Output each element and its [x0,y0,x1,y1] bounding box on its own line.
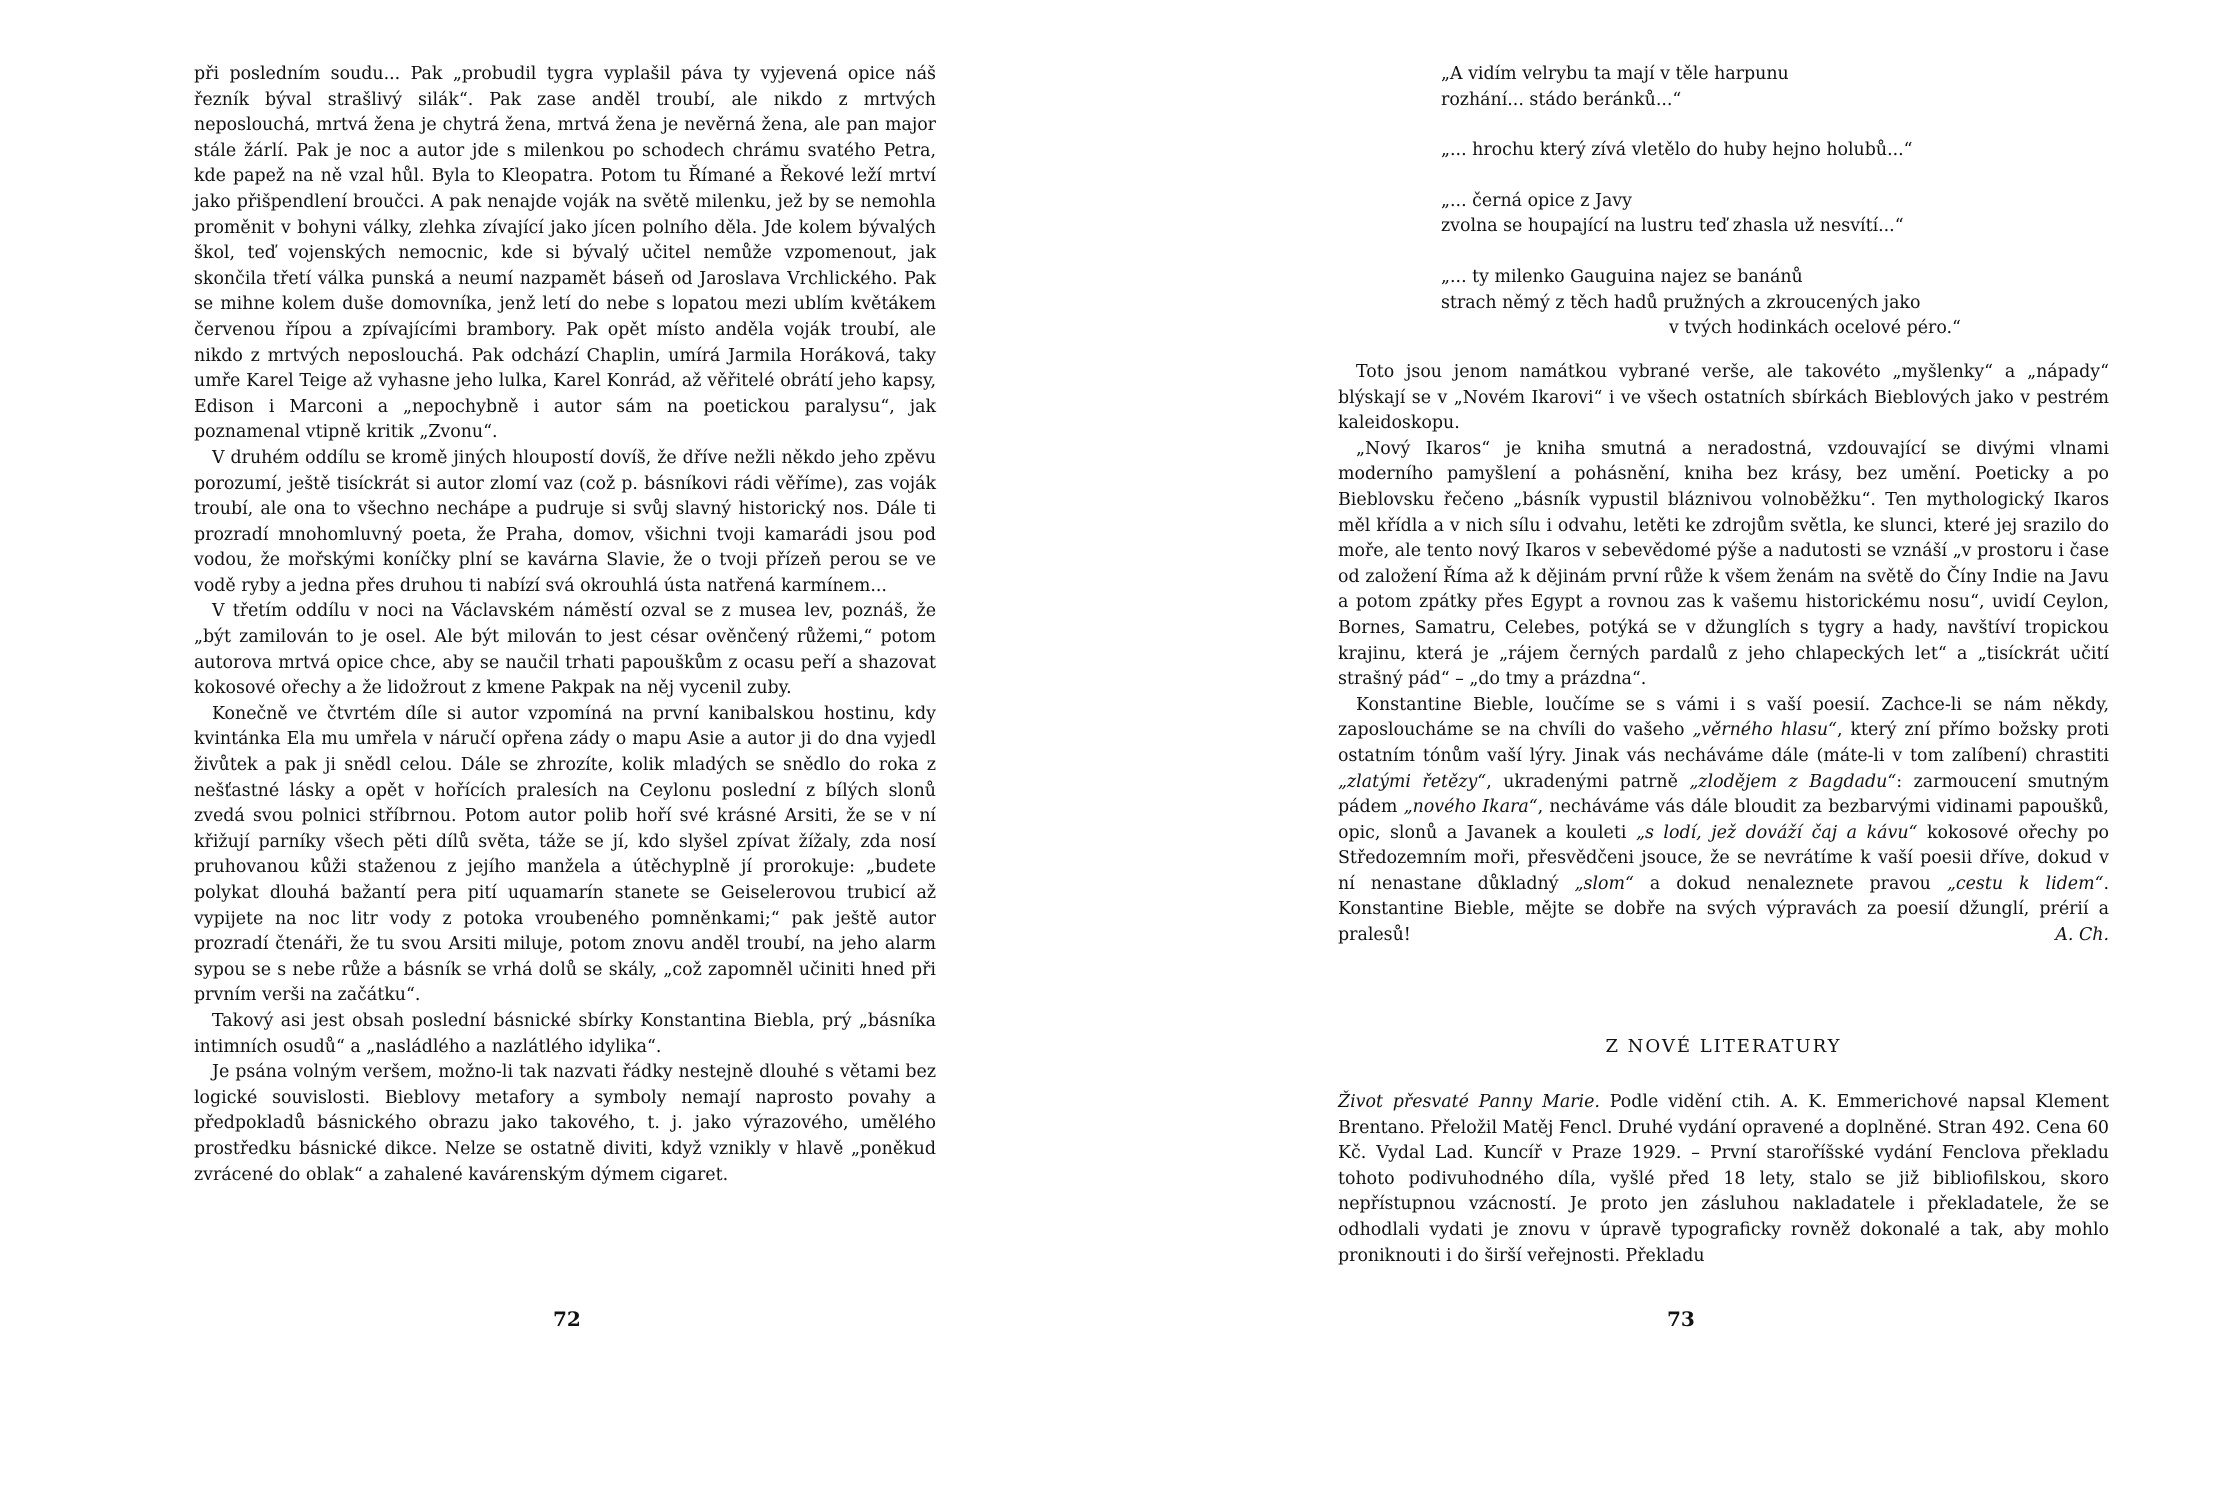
verse-quote [1441,62,2021,113]
paragraph: při posledním soudu... Pak „probudil tygra vyplašil páva ty vyjevená opice náš řezník býval strašlivý silák“. Pak zase anděl troubí, ale nikdo z mrtvých neposlouchá, mrtvá žena je chytrá žena, mrtvá žena je nevěrná žena, ale pan major stále žárlí. Pak je noc a autor jde s milenkou po schodech chrámu svatého Petra, kde papež na ně vzal hůl. Byla to Kleopatra. Potom tu Římané a Řekové leží mrtví jako přišpendlení broučci. A pak nenajde voják na světě milenku, jež by se nemohla proměnit v bohyni války, zlehka zívající jako jícen polního děla. Jde kolem bývalých škol, teď vojenských nemocnic, kde si bývalý učitel nemůže vzpomenout, jak skončila třetí válka punská a neumí nazpamět báseň od Jaroslava Vrchlického. Pak se mihne kolem duše domovníka, jenž letí do nebe s lopatou mezi ublím květákem červenou řípou a zpívajícími brambory. Pak opět místo anděla voják troubí, ale nikdo z mrtvých neposlouchá. Pak odchází Chaplin, umírá Jarmila Horáková, taky umře Karel Teige až vyhasne jeho lulka, Karel Konrád, až věřitelé obrátí jeho kapsy, Edison i Marconi a „nepochybně i autor sám na poetickou paralysu“, jak poznamenal vtipně kritik „Zvonu“. [194,64,936,443]
review-book-title: Život přesvaté Panny Marie. [1338,1092,1600,1112]
verse-quote [1441,138,2021,164]
paragraph: „Nový Ikaros“ je kniha smutná a neradostná, vzdouvající se divými vlnami moderního pamyšlení a pohásnění, kniha bez krásy, bez umění. Poeticky a po Bieblovsku řečeno „básník vypustil bláznivou volnoběžku“. Ten mythologický Ikaros měl křídla a v nich sílu i odvahu, letěti ke zdrojům světla, ke slunci, které jej srazilo do moře, ale tento nový Ikaros v sebevědomé pýše a nadutosti se vznáší „v prostoru i čase od založení Říma až k dějinám první růže k všem ženám na světě do Číny Indie na Javu a potom zpátky přes Egypt a rovnou zas k vašemu historickému nosu“, uvidí Ceylon, Bornes, Samatru, Celebes, potýká se v džunglích s tygry a hady, navštíví tropickou krajinu, která je „rájem černých pardalů z jeho chlapeckých let“ a „tisíckrát učití strašný pád“ – „do tmy a prázdna“. [1338,438,2109,690]
verse-line: „... hrochu který zívá vletělo do huby hejno holubů...“ [1441,140,1913,161]
verse-line: „... ty milenko Gauguina najez se banánů [1441,266,1803,287]
paragraph: Toto jsou jenom namátkou vybrané verše, ale takovéto „myšlenky“ a „nápady“ blýskají se v „Novém Ikarovi“ i ve všech ostatních sbírkách Bieblových jako v pestrém kaleidoskopu. [1338,362,2109,434]
paragraph: Je psána volným veršem, možno-li tak nazvati řádky nestejně dlouhé s větami bez logické souvislosti. Bieblovy metafory a symboly nemají naprosto povahy a předpokladů básnického obrazu jako takového, t. j. jako výrazového, umělého prostředku básnické dikce. Nelze se ostatně diviti, když vznikly v hlavě „poněkud zvrácené do oblak“ a zahalené kavárenským dýmem cigaret. [194,1062,936,1185]
section-title: Z NOVÉ LITERATURY [1605,1036,1842,1057]
verse-line: v tvých hodinkách ocelové péro.“ [1669,318,1961,339]
right-page [1119,0,2238,1500]
paragraph: Takový asi jest obsah poslední básnické sbírky Konstantina Biebla, prý „básníka intimních osudů“ a „nasládlého a nazlátlého idylika“. [194,1010,936,1057]
left-page-text [194,62,936,1188]
page-number: 73 [1667,1307,1695,1331]
verse-quote [1441,265,2021,342]
verse-line: strach němý z těch hadů pružných a zkroucených jako [1441,292,1921,313]
author-signature: A. Ch. [2055,925,2109,946]
page-number: 72 [553,1307,581,1331]
paragraph: V třetím oddílu v noci na Václavském náměstí ozval se z musea lev, poznáš, že „být zamilován to je osel. Ale být milován to jest césar ověnčený růžemi,“ potom autorova mrtvá opice chce, aby se naučil trhati papouškům z ocasu peří a shazovat kokosové ořechy a že lidožrout z kmene Pakpak na něj vycenil zuby. [194,601,936,699]
right-page-text [1338,360,2109,949]
verse-line: zvolna se houpající na lustru teď zhasla už nesvítí...“ [1441,216,1904,237]
review-paragraph: Život přesvaté Panny Marie. Podle vidění ctih. A. K. Emmerichové napsal Klement Brentano. Přeložil Matěj Fencl. Druhé vydání opravené a doplněné. Stran 492. Cena 60 Kč. Vydal Lad. Kuncíř v Praze 1929. – První staroříšské vydání Fenclova překladu tohoto podivuhodného díla, vyšlé před 18 lety, stalo se již bibliofilskou, skoro nepřístupnou vzácností. Je proto jen zásluhou nakladatele i překladatele, že se odhodlali vydati je znovu v úpravě typograficky rovněž dokonalé a tak, aby mohlo proniknouti i do širší veřejnosti. Překladu [1338,1092,2110,1266]
verse-quotes [1441,62,2021,367]
verse-line: rozhání... stádo beránků...“ [1441,89,1682,110]
paragraph: Konečně ve čtvrtém díle si autor vzpomíná na první kanibalskou hostinu, kdy kvintánka Ela mu umřela v náručí opřena zády o mapu Asie a autor ji do dna vyjedl živůtek a pak ji snědl celou. Dále se zhrozíte, kolik mladých se snědlo do roka z nešťastné lásky a opět v hořících pralesích na Ceylonu poslední z bílých slonů zvedá svou polnici stříbrnou. Potom autor polib hoří své krásné Arsiti, že se v ní křižují parníky všech pěti dílů světa, táže se jí, kdo slyšel zpívat žížaly, zda nosí pruhovanou kůži staženou z jejího manžela a útěchyplně jí prorokuje: „budete polykat dlouhá bažantí pera pití uquamarín stanete se Geiselerovou trubicí až vypijete na noc litr vody z potoka vroubeného pomněnkami;“ pak ještě autor prozradí čtenáři, že tu svou Arsiti miluje, potom znovu anděl troubí, na jeho alarm sypou se s nebe růže a básník se vrhá dolů se skály, „což zapomněl učiniti hned při prvním verši na začátku“. [194,703,936,1006]
verse-line: „A vidím velrybu ta mají v těle harpunu [1441,64,1789,84]
verse-line: „... černá opice z Javy [1441,190,1632,211]
paragraph: V druhém oddílu se kromě jiných hloupostí dovíš, že dříve nežli někdo jeho zpěvu porozumí, ještě tisíckrát si autor zlomí vaz (což p. básníkovi rádi věříme), zas voják troubí, ale ona to všechno nechápe a pudruje si svůj slavný historický nos. Dále ti prozradí mnohomluvný poeta, že Praha, domov, všichni tvoji kamarádi jsou pod vodou, že mořskými koníčky plní se kavárna Slavie, že o tvoji přízeň perou se ve vodě ryby a jedna přes druhou ti nabízí svá okrouhlá ústa natřená karmínem... [194,447,936,596]
closing-paragraph: Konstantine Bieble, loučíme se s vámi i s vaší poesií. Zachce-li se nám někdy, zaposlouchámе se na chvíli do vašeho „věrného hlasu“, který zní přímo božsky proti ostatním tónům vaší lýry. Jinak vás necháváme dále (máte-li v tom zalíbení) chrastiti „zlatými řetězy“, ukradenými patrně „zlodějem z Bagdadu“: zarmoucení smutným pádem „nového Ikara“, necháváme vás dále bloudit za bezbarvými vidinami papoušků, opic, slonů a Javanek a kouleti „s lodí, jež dováží čaj a kávu“ kokosové ořechy po Středozemním moři, přesvědčeni jsouce, že se nevrátíme k vaší poesii dříve, dokud v ní nenastane důkladný „slom“ a dokud nenaleznete pravou „cestu k lidem“. Konstantine Bieble, mějte se dobře na svých výpravách za poesií džunglí, prérií a pralesů! A. Ch. [1338,693,2109,949]
book-review [1338,1090,2109,1269]
verse-quote [1441,189,2021,240]
